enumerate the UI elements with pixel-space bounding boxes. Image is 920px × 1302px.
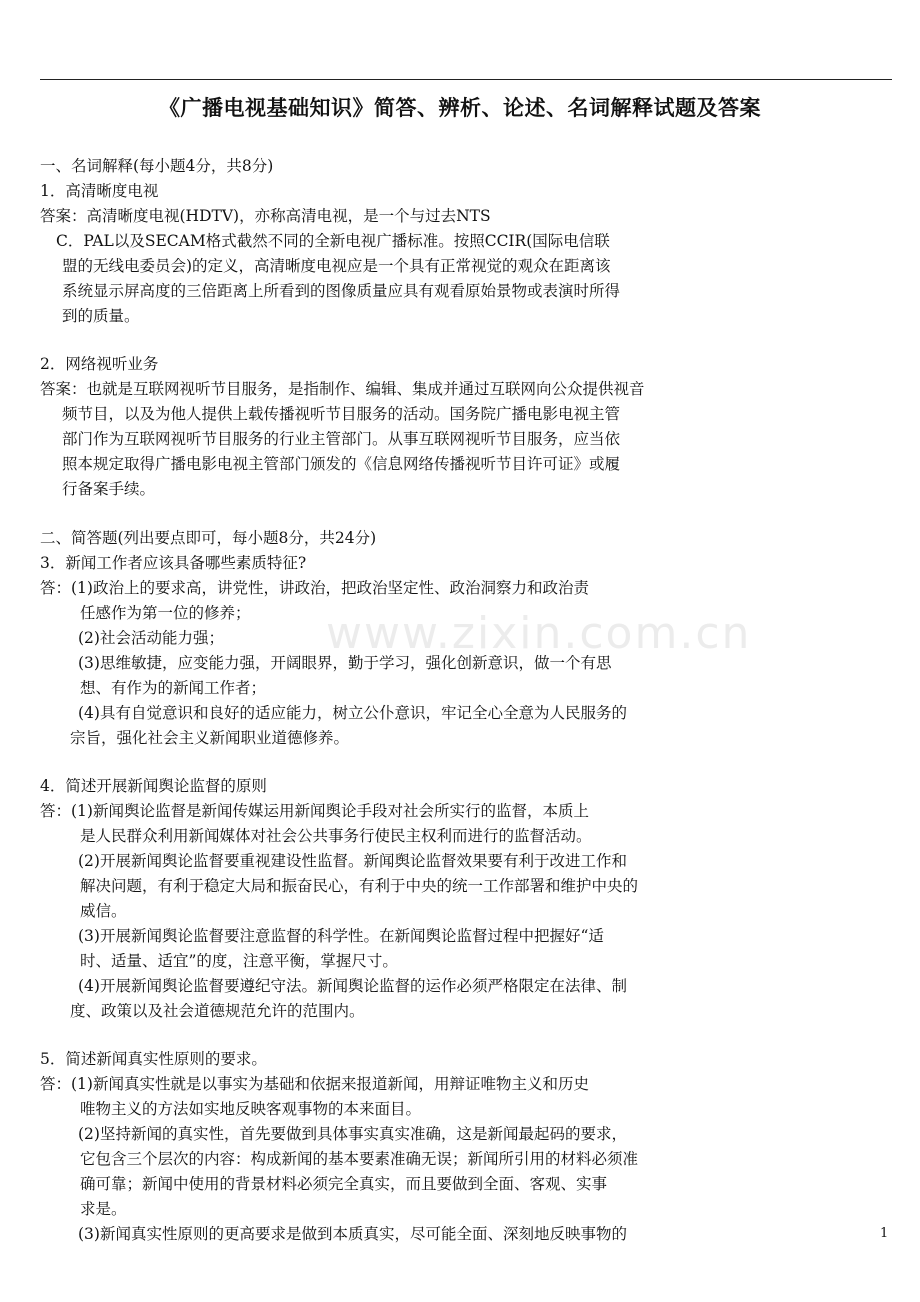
answer-line: (4)具有自觉意识和良好的适应能力，树立公仆意识，牢记全心全意为人民服务的 <box>78 704 627 722</box>
answer-line: 照本规定取得广播电影电视主管部门颁发的《信息网络传播视听节目许可证》或履 <box>62 455 621 473</box>
answer-line: (2)社会活动能力强； <box>78 629 224 647</box>
answer-line: 答：(1)新闻舆论监督是新闻传媒运用新闻舆论手段对社会所实行的监督，本质上 <box>40 802 589 820</box>
answer-line: 时、适量、适宜”的度，注意平衡，掌握尺寸。 <box>80 952 398 970</box>
answer-line: 盟的无线电委员会)的定义，高清晰度电视应是一个具有正常视觉的观众在距离该 <box>62 257 611 275</box>
answer-line: 它包含三个层次的内容：构成新闻的基本要素准确无误；新闻所引用的材料必须准 <box>80 1150 639 1168</box>
answer-line: 答：(1)政治上的要求高，讲党性，讲政治，把政治坚定性、政治洞察力和政治责 <box>40 579 589 597</box>
header-rule <box>40 79 892 80</box>
answer-line: 威信。 <box>80 902 127 920</box>
answer-line: 唯物主义的方法如实地反映客观事物的本来面目。 <box>80 1100 422 1118</box>
answer-line: 宗旨，强化社会主义新闻职业道德修养。 <box>70 729 350 747</box>
answer-line: C．PAL以及SECAM格式截然不同的全新电视广播标准。按照CCIR(国际电信联 <box>56 232 610 250</box>
answer-line: 答案：高清晰度电视(HDTV)，亦称高清电视，是一个与过去NTS <box>40 207 491 225</box>
question-heading: 3．新闻工作者应该具备哪些素质特征? <box>40 554 307 572</box>
answer-line: 任感作为第一位的修养； <box>80 604 251 622</box>
question-heading: 2．网络视听业务 <box>40 355 159 373</box>
question-heading: 1．高清晰度电视 <box>40 182 159 200</box>
document-title: 《广播电视基础知识》简答、辨析、论述、名词解释试题及答案 <box>159 95 761 120</box>
answer-line: 度、政策以及社会道德规范允许的范围内。 <box>70 1002 365 1020</box>
answer-line: 是人民群众利用新闻媒体对社会公共事务行使民主权利而进行的监督活动。 <box>80 827 592 845</box>
answer-line: (2)坚持新闻的真实性，首先要做到具体事实真实准确，这是新闻最起码的要求， <box>78 1125 627 1143</box>
answer-line: 行备案手续。 <box>62 480 156 498</box>
question-heading: 4．简述开展新闻舆论监督的原则 <box>40 777 267 795</box>
answer-line: (3)开展新闻舆论监督要注意监督的科学性。在新闻舆论监督过程中把握好“适 <box>78 927 604 945</box>
watermark-text: www.zixin.com.cn <box>326 608 752 659</box>
answer-line: 确可靠；新闻中使用的背景材料必须完全真实，而且要做到全面、客观、实事 <box>80 1175 608 1193</box>
answer-line: (3)新闻真实性原则的更高要求是做到本质真实，尽可能全面、深刻地反映事物的 <box>78 1225 627 1243</box>
answer-line: 到的质量。 <box>62 307 140 325</box>
page-number: 1 <box>880 1226 889 1241</box>
answer-line: (3)思维敏捷，应变能力强，开阔眼界，勤于学习，强化创新意识，做一个有思 <box>78 654 612 672</box>
answer-line: 频节目，以及为他人提供上载传播视听节目服务的活动。国务院广播电影电视主管 <box>62 405 621 423</box>
answer-line: (2)开展新闻舆论监督要重视建设性监督。新闻舆论监督效果要有利于改进工作和 <box>78 852 627 870</box>
answer-line: 求是。 <box>80 1200 127 1218</box>
answer-line: (4)开展新闻舆论监督要遵纪守法。新闻舆论监督的运作必须严格限定在法律、制 <box>78 977 627 995</box>
answer-line: 系统显示屏高度的三倍距离上所看到的图像质量应具有观看原始景物或表演时所得 <box>62 282 621 300</box>
section-heading: 一、名词解释(每小题4分，共8分) <box>40 157 274 175</box>
answer-line: 想、有作为的新闻工作者； <box>80 679 267 697</box>
answer-line: 部门作为互联网视听节目服务的行业主管部门。从事互联网视听节目服务，应当依 <box>62 430 621 448</box>
answer-line: 解决问题，有利于稳定大局和振奋民心，有利于中央的统一工作部署和维护中央的 <box>80 877 639 895</box>
answer-line: 答：(1)新闻真实性就是以事实为基础和依据来报道新闻，用辩证唯物主义和历史 <box>40 1075 589 1093</box>
question-heading: 5．简述新闻真实性原则的要求。 <box>40 1050 267 1068</box>
section-heading: 二、简答题(列出要点即可，每小题8分，共24分) <box>40 529 377 547</box>
answer-line: 答案：也就是互联网视听节目服务，是指制作、编辑、集成并通过互联网向公众提供视音 <box>40 380 645 398</box>
